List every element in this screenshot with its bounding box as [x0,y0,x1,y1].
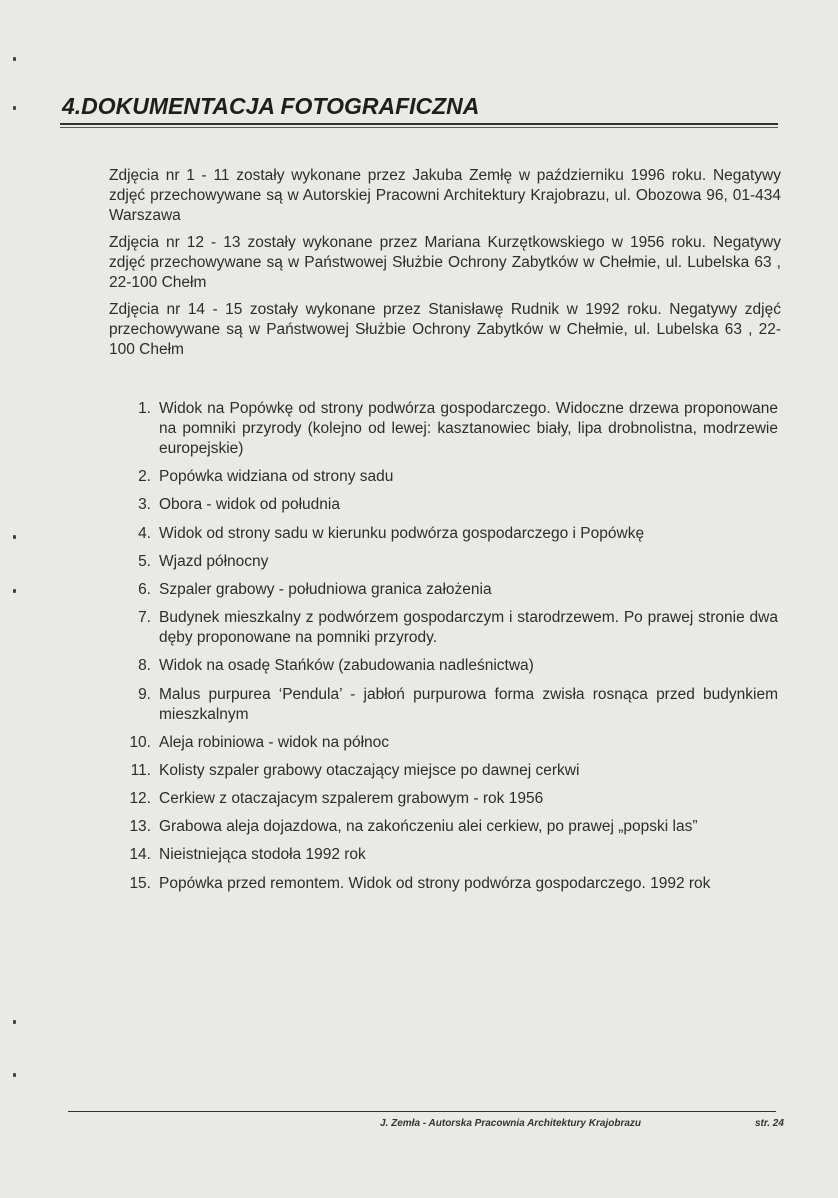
paragraph-photos-14-15: Zdjęcia nr 14 - 15 zostały wykonane przez Stanisławę Rudnik w 1992 roku. Negatywy zdjęć przechowywane są w Państwowej Służbie Ochrony Zabytków w Chełmie, ul. Lubelska 63 , 22-100 Chełm [109,301,781,358]
paragraph-photos-12-13: Zdjęcia nr 12 - 13 zostały wykonane przez Mariana Kurzętkowskiego w 1956 roku. Negatywy zdjęć przechowywane są w Państwowej Służbie Ochrony Zabytków w Chełmie, ul. Lubelska 63 , 22-100 Chełm [109,234,781,291]
list-number: 12. [129,790,151,808]
list-item [120,789,778,809]
list-text: Kolisty szpaler grabowy otaczający miejsce po dawnej cerkwi [159,761,580,779]
scan-mark [13,589,16,593]
list-text: Nieistniejąca stodoła 1992 rok [159,846,366,864]
list-number: 9. [138,685,151,703]
list-item [120,608,778,648]
list-item [120,552,778,572]
paragraph-photos-1-11: Zdjęcia nr 1 - 11 zostały wykonane przez Jakuba Zemłę w październiku 1996 roku. Negatywy zdjęć przechowywane są w Autorskiej Pracowni Architektury Krajobrazu, ul. Obozowa 96, 01-434 Warszawa [109,167,781,224]
footer-author: J. Zemła - Autorska Pracownia Architektury Krajobrazu [380,1118,642,1129]
list-text: Wjazd północny [159,552,269,570]
list-number: 13. [129,818,151,836]
list-item [120,845,778,865]
list-item [120,817,778,837]
list-item [120,733,778,753]
photo-list [120,399,778,902]
list-item [120,580,778,600]
list-number: 7. [138,609,151,627]
list-number: 10. [129,733,151,751]
list-number: 1. [138,400,151,417]
list-item [120,685,778,725]
scan-mark [13,106,16,110]
list-number: 6. [138,580,151,598]
page-number: str. 24 [755,1118,784,1129]
list-item [120,467,778,487]
list-number: 2. [138,468,151,486]
list-text: Malus purpurea ‘Pendula’ - jabłoń purpurowa forma zwisła rosnąca przed budynkiem mieszkalnym [159,685,778,723]
list-text: Grabowa aleja dojazdowa, na zakończeniu alei cerkiew, po prawej „popski las” [159,818,698,836]
list-number: 11. [130,761,151,779]
heading-rule [60,123,778,125]
list-text: Widok od strony sadu w kierunku podwórza gospodarczego i Popówkę [159,524,645,542]
list-number: 4. [138,524,151,542]
list-text: Szpaler grabowy - południowa granica założenia [159,580,492,598]
list-number: 8. [138,657,151,675]
list-number: 14. [129,846,151,864]
list-item [120,656,778,676]
scan-mark [13,1073,16,1077]
heading-rule-thin [60,127,778,128]
scan-mark [13,535,16,539]
list-text: Widok na Popówkę od strony podwórza gospodarczego. Widoczne drzewa proponowane na pomniki przyrody (kolejno od lewej: kasztanowiec biały, lipa drobnolistna, modrzewie europejskie) [159,400,778,457]
list-item [120,761,778,781]
list-text: Popówka przed remontem. Widok od strony podwórza gospodarczego. 1992 rok [159,874,711,892]
list-number: 3. [138,496,151,514]
list-text: Cerkiew z otaczajacym szpalerem grabowym - rok 1956 [159,790,544,808]
list-text: Obora - widok od południa [159,496,340,514]
section-heading: 4.DOKUMENTACJA FOTOGRAFICZNA [62,93,480,119]
list-text: Aleja robiniowa - widok na północ [159,733,390,751]
list-number: 5. [138,552,151,570]
list-text: Widok na osadę Stańków (zabudowania nadleśnictwa) [159,657,534,675]
list-number: 15. [129,874,151,892]
list-item [120,524,778,544]
list-item [120,495,778,515]
scan-mark [13,57,16,61]
list-item [120,399,778,459]
scan-mark [13,1020,16,1024]
list-item [120,874,778,894]
list-text: Popówka widziana od strony sadu [159,468,394,486]
list-text: Budynek mieszkalny z podwórzem gospodarczym i starodrzewem. Po prawej stronie dwa dęby proponowane na pomniki przyrody. [159,609,778,647]
footer-rule [68,1111,776,1112]
